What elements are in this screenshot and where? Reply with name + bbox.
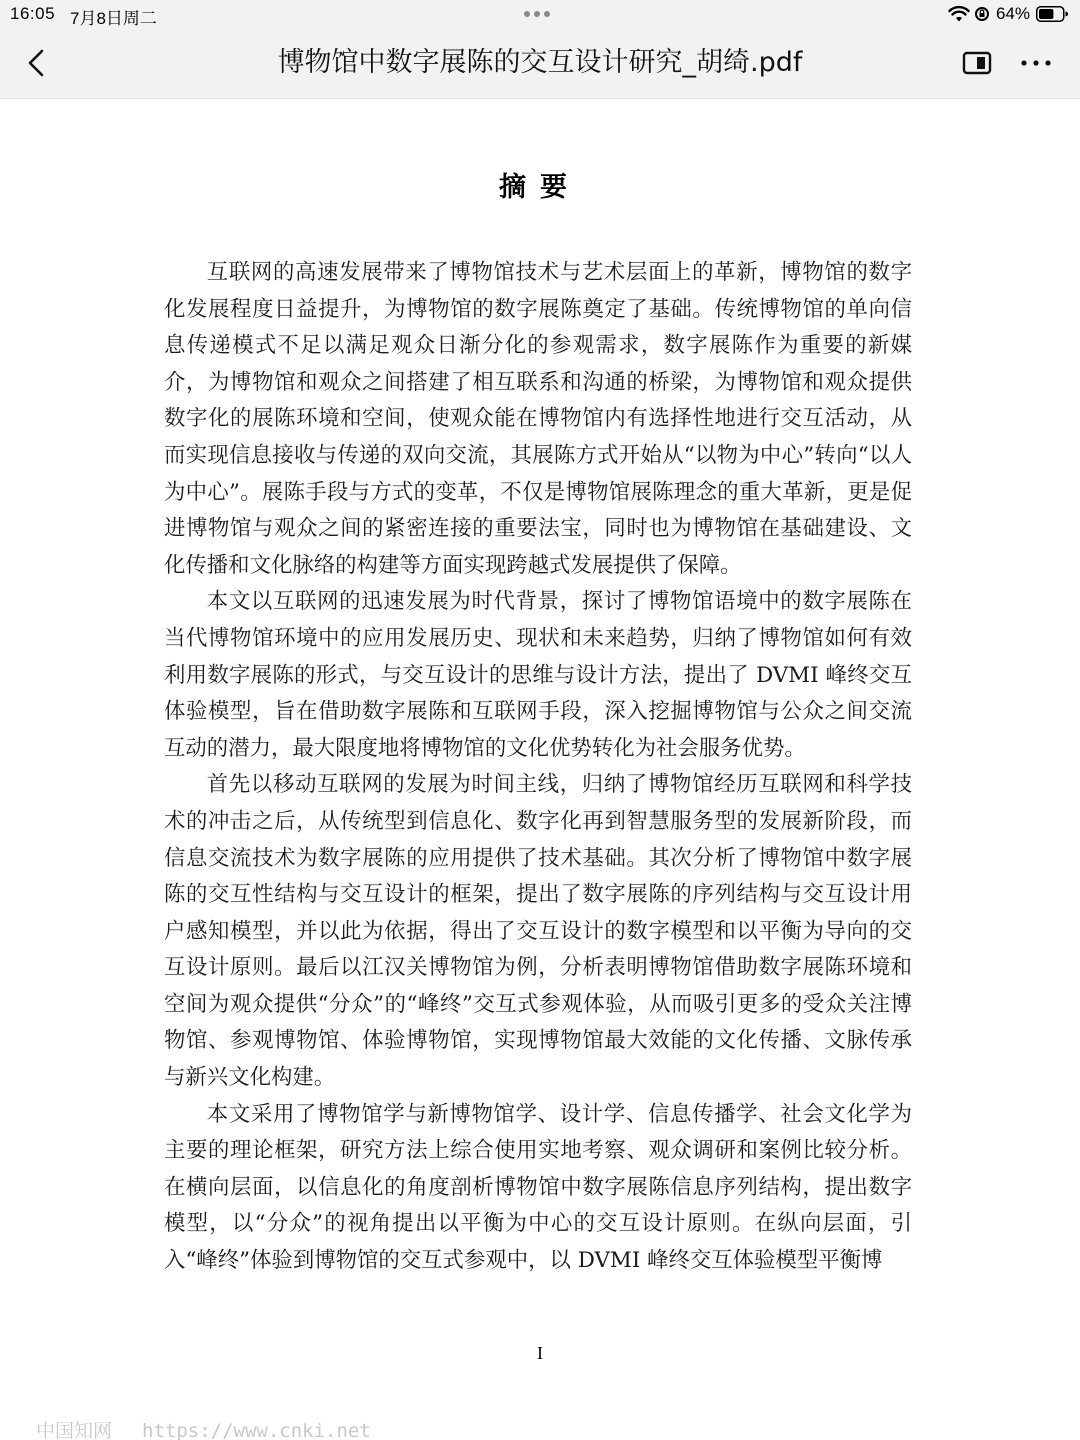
- battery-icon: [1036, 6, 1068, 22]
- sidebar-toggle-button[interactable]: [962, 50, 994, 76]
- status-time: 16:05: [10, 4, 56, 23]
- abstract-paragraph: 本文采用了博物馆学与新博物馆学、设计学、信息传播学、社会文化学为主要的理论框架，研究方法上综合使用实地考察、观众调研和案例比较分析。在横向层面，以信息化的角度剖析博物馆中数字展陈信息序列结构，提出数字模型，以“分众”的视角提出以平衡为中心的交互设计原则。在纵向层面，引入“峰终”体验到博物馆的交互式参观中，以 DVMI 峰终交互体验模型平衡博: [164, 1101, 912, 1274]
- back-button[interactable]: [18, 45, 54, 81]
- abstract-body: [164, 255, 912, 1280]
- orientation-lock-icon: [974, 5, 990, 23]
- watermark-brand: 中国知网: [36, 1420, 113, 1440]
- battery-percent: 64%: [995, 4, 1030, 23]
- status-bar: [0, 0, 1080, 28]
- ellipsis-icon: [1021, 60, 1050, 65]
- abstract-paragraph: 本文以互联网的迅速发展为时代背景，探讨了博物馆语境中的数字展陈在当代博物馆环境中的应用发展历史、现状和未来趋势，归纳了博物馆如何有效利用数字展陈的形式，与交互设计的思维与设计方法，提出了 DVMI 峰终交互体验模型，旨在借助数字展陈和互联网手段，深入挖掘博物馆与公众之间交流互动的潜力，最大限度地将博物馆的文化优势转化为社会服务优势。: [164, 589, 912, 761]
- document-title: 博物馆中数字展陈的交互设计研究_胡绮.pdf: [277, 47, 803, 78]
- page-number: I: [537, 1343, 543, 1363]
- watermark-url: https://www.cnki.net: [142, 1420, 371, 1440]
- wifi-icon: [948, 5, 970, 23]
- abstract-paragraph: 首先以移动互联网的发展为时间主线，归纳了博物馆经历互联网和科学技术的冲击之后，从传统型到信息化、数字化再到智慧服务型的发展新阶段，而信息交流技术为数字展陈的应用提供了技术基础。其次分析了博物馆中数字展陈的交互性结构与交互设计的框架，提出了数字展陈的序列结构与交互设计用户感知模型，并以此为依据，得出了交互设计的数字模型和以平衡为导向的交互设计原则。最后以江汉关博物馆为例，分析表明博物馆借助数字展陈环境和空间为观众提供“分众”的“峰终”交互式参观体验，从而吸引更多的受众关注博物馆、参观博物馆、体验博物馆，实现博物馆最大效能的文化传播、文脉传承与新兴文化构建。: [164, 772, 912, 1091]
- pdf-page[interactable]: [0, 99, 1080, 1440]
- watermark: [36, 1416, 371, 1440]
- chevron-left-icon: [30, 51, 42, 75]
- nav-bar: [0, 28, 1080, 99]
- status-date: 7月8日周二: [70, 9, 157, 28]
- page-heading: 摘要: [499, 172, 581, 203]
- more-button[interactable]: [1016, 50, 1056, 76]
- status-indicators: [948, 3, 1068, 25]
- multitasking-dots[interactable]: [524, 11, 556, 17]
- abstract-paragraph: 互联网的高速发展带来了博物馆技术与艺术层面上的革新，博物馆的数字化发展程度日益提升，为博物馆的数字展陈奠定了基础。传统博物馆的单向信息传递模式不足以满足观众日渐分化的参观需求，数字展陈作为重要的新媒介，为博物馆和观众之间搭建了相互联系和沟通的桥梁，为博物馆和观众提供数字化的展陈环境和空间，使观众能在博物馆内有选择性地进行交互活动，从而实现信息接收与传递的双向交流，其展陈方式开始从“以物为中心”转向“以人为中心”。展陈手段与方式的变革，不仅是博物馆展陈理念的重大革新，更是促进博物馆与观众之间的紧密连接的重要法宝，同时也为博物馆在基础建设、文化传播和文化脉络的构建等方面实现跨越式发展提供了保障。: [164, 260, 912, 578]
- sidebar-toggle-icon: [964, 53, 990, 73]
